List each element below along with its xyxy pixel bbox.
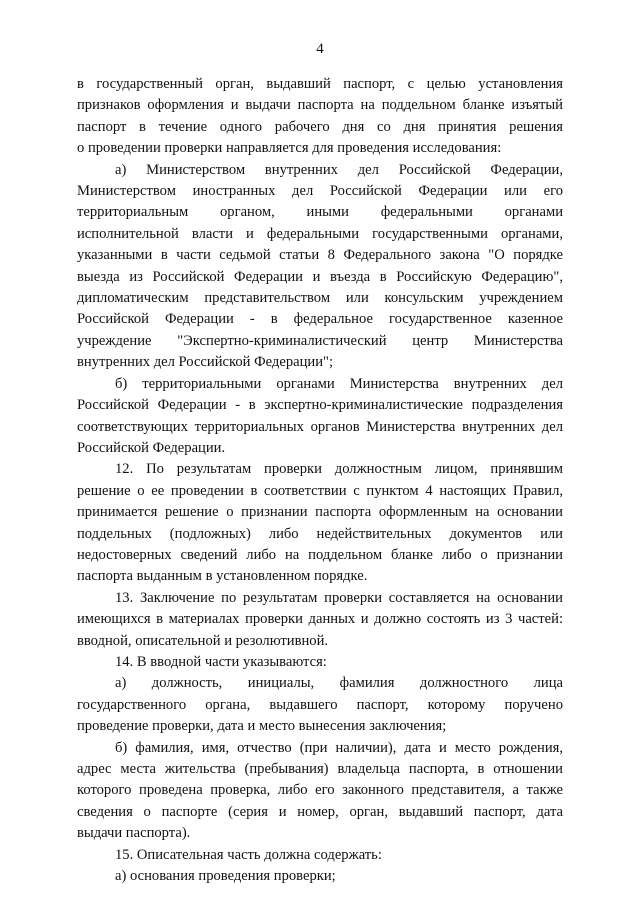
paragraph-14-b bbox=[77, 738, 563, 845]
text-line: б) территориальными органами Министерства внутренних дел bbox=[115, 375, 563, 392]
text-line: решение о ее проведении в соответствии с пунктом 4 настоящих Правил, bbox=[77, 482, 563, 499]
paragraph-14-a bbox=[77, 673, 563, 737]
text-line: 12. По результатам проверки должностным лицом, принявшим bbox=[115, 461, 563, 478]
text-line: выезда из Российской Федерации и въезда в Российскую Федерацию", bbox=[77, 268, 563, 285]
text-line: государственного органа, выдавшего паспорт, которому поручено bbox=[77, 696, 563, 713]
text-line: дипломатическим представительством или консульским учреждением bbox=[77, 290, 563, 307]
document-body bbox=[77, 74, 563, 887]
text-line: территориальным органом, иными федеральными органами bbox=[77, 204, 563, 221]
text-line: Российской Федерации - в экспертно-криминалистические подразделения bbox=[77, 397, 563, 414]
text-line: поддельных (подложных) либо недействительных документов или bbox=[77, 525, 563, 542]
paragraph-item-b-territorial bbox=[77, 374, 563, 460]
text-line: проведение проверки, дата и место вынесения заключения; bbox=[77, 718, 447, 735]
text-line: о проведении проверки направляется для проведения исследования: bbox=[77, 140, 502, 157]
page-number: 4 bbox=[316, 41, 324, 57]
text-line: которого проведена проверка, либо его законного представителя, а также bbox=[77, 782, 563, 799]
text-line: паспорта выданным в установленном порядке. bbox=[77, 568, 368, 585]
paragraph-item-a-mvd bbox=[77, 160, 563, 374]
paragraph-14 bbox=[77, 652, 563, 673]
text-line: внутренних дел Российской Федерации"; bbox=[77, 354, 334, 371]
paragraph-continuation bbox=[77, 74, 563, 160]
text-line: Министерством иностранных дел Российской Федерации или его bbox=[77, 183, 563, 200]
text-line: 13. Заключение по результатам проверки составляется на основании bbox=[115, 589, 563, 606]
text-line: соответствующих территориальных органов Министерства внутренних дел bbox=[77, 418, 563, 435]
text-line: вводной, описательной и резолютивной. bbox=[77, 632, 329, 649]
text-line: исполнительной власти и федеральными государственными органами, bbox=[77, 225, 563, 242]
text-line: 14. В вводной части указываются: bbox=[115, 653, 327, 670]
text-line: 15. Описательная часть должна содержать: bbox=[115, 846, 382, 863]
text-line: паспорт в течение одного рабочего дня со дня принятия решения bbox=[77, 118, 563, 135]
text-line: учреждение "Экспертно-криминалистический центр Министерства bbox=[77, 332, 563, 349]
text-line: выдачи паспорта). bbox=[77, 825, 191, 842]
text-line: в государственный орган, выдавший паспорт, с целью установления bbox=[77, 76, 563, 92]
text-line: принимается решение о признании паспорта оформленным на основании bbox=[77, 504, 563, 521]
text-line: а) основания проведения проверки; bbox=[115, 868, 336, 885]
text-line: а) должность, инициалы, фамилия должностного лица bbox=[115, 675, 563, 692]
paragraph-15 bbox=[77, 845, 563, 866]
paragraph-15-a bbox=[77, 866, 563, 887]
text-line: указанными в части седьмой статьи 8 Федерального закона "О порядке bbox=[77, 247, 563, 264]
text-line: Российской Федерации - в федеральное государственное казенное bbox=[77, 311, 563, 328]
text-line: имеющихся в материалах проверки данных и должно состоять из 3 частей: bbox=[77, 611, 563, 628]
text-line: сведения о паспорте (серия и номер, орган, выдавший паспорт, дата bbox=[77, 803, 563, 820]
text-line: признаков оформления и выдачи паспорта на поддельном бланке изъятый bbox=[77, 97, 563, 114]
text-line: адрес места жительства (пребывания) владельца паспорта, в отношении bbox=[77, 761, 563, 777]
text-line: недостоверных сведений либо на поддельном бланке либо о признании bbox=[77, 546, 563, 563]
paragraph-13 bbox=[77, 588, 563, 652]
text-line: б) фамилия, имя, отчество (при наличии), дата и место рождения, bbox=[115, 739, 563, 756]
text-line: а) Министерством внутренних дел Российской Федерации, bbox=[115, 161, 563, 178]
paragraph-12 bbox=[77, 459, 563, 587]
text-line: Российской Федерации. bbox=[77, 439, 226, 456]
